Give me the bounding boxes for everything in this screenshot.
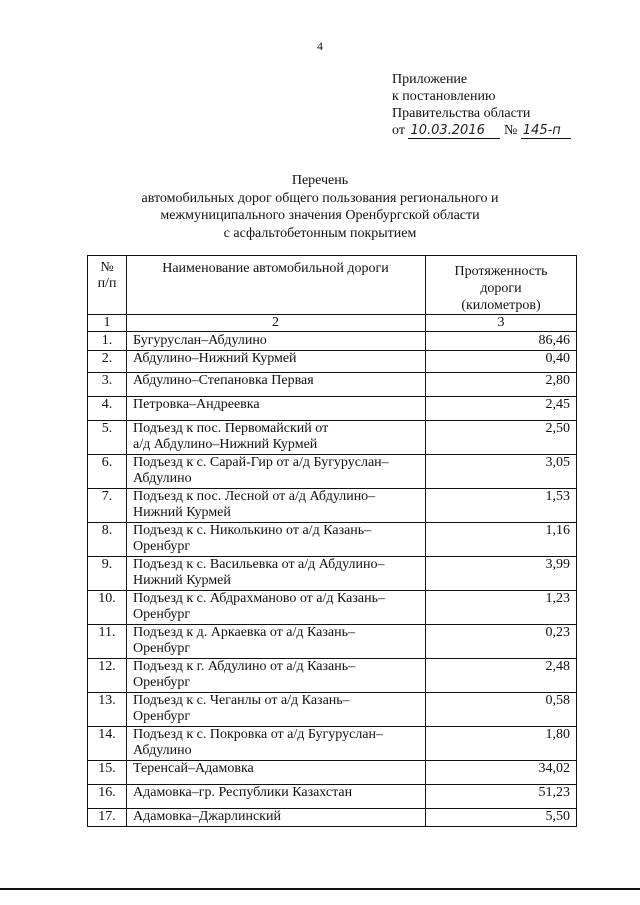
number-sign: № <box>503 123 518 138</box>
road-length: 1,53 <box>545 489 570 504</box>
road-length: 34,02 <box>538 761 570 776</box>
road-name-line-1: Подъезд к с. Покровка от а/д Бугуруслан– <box>133 727 384 742</box>
road-length: 5,50 <box>545 809 570 824</box>
title-line-1: Перечень <box>291 173 349 188</box>
road-name <box>133 727 423 759</box>
row-number: 10. <box>98 591 116 606</box>
road-name-line-2: а/д Абдулино–Нижний Курмей <box>133 437 318 452</box>
header-num-line-2: п/п <box>97 276 117 291</box>
road-name <box>133 489 423 521</box>
row-number: 11. <box>98 625 116 640</box>
road-name-line-1: Подъезд к г. Абдулино от а/д Казань– <box>133 659 356 674</box>
road-name <box>133 523 423 555</box>
roads-table <box>87 255 577 827</box>
row-number: 4. <box>101 397 113 412</box>
row-number: 1. <box>101 333 113 348</box>
row-number: 8. <box>101 523 113 538</box>
row-number: 2. <box>101 351 113 366</box>
road-name-line-2: Оренбург <box>133 675 191 690</box>
road-length: 51,23 <box>538 785 570 800</box>
road-length: 1,80 <box>545 727 570 742</box>
header-num-line-1: № <box>100 260 114 275</box>
column-number: 3 <box>497 315 505 330</box>
road-name <box>133 455 423 487</box>
road-name-line-1: Подъезд к д. Аркаевка от а/д Казань– <box>133 625 355 640</box>
road-name-line-2: Оренбург <box>133 607 191 622</box>
road-length: 0,40 <box>545 351 570 366</box>
page-bottom-rule <box>0 888 640 890</box>
header-length-line-3: (километров) <box>461 298 541 313</box>
row-number: 5. <box>101 421 113 436</box>
road-length: 0,23 <box>545 625 570 640</box>
road-name-line-1: Подъезд к с. Васильевка от а/д Абдулино– <box>133 557 385 572</box>
row-number: 9. <box>101 557 113 572</box>
road-name <box>133 373 423 389</box>
road-name-line-2: Оренбург <box>133 641 191 656</box>
appendix-line-3: Правительства области <box>392 106 531 121</box>
road-length: 2,48 <box>545 659 570 674</box>
header-num <box>88 260 126 292</box>
road-name <box>133 785 423 801</box>
appendix-block <box>392 71 571 139</box>
document-title <box>0 172 640 242</box>
road-length: 3,99 <box>545 557 570 572</box>
road-name-line-1: Адамовка–гр. Республики Казахстан <box>133 785 353 800</box>
header-length-line-2: дороги <box>480 281 522 296</box>
road-name-line-1: Подъезд к пос. Первомайский от <box>133 421 329 436</box>
road-name-line-2: Нижний Курмей <box>133 573 231 588</box>
row-number: 14. <box>98 727 116 742</box>
road-name-line-1: Подъезд к с. Абдрахманово от а/д Казань– <box>133 591 386 606</box>
road-length: 2,45 <box>545 397 570 412</box>
road-name-line-2: Оренбург <box>133 539 191 554</box>
road-length: 0,58 <box>545 693 570 708</box>
header-length <box>425 263 577 314</box>
road-name-line-1: Теренсай–Адамовка <box>133 761 254 776</box>
road-name <box>133 625 423 657</box>
road-name-line-2: Абдулино <box>133 743 192 758</box>
appendix-line-1: Приложение <box>392 72 468 87</box>
road-name-line-1: Петровка–Андреевка <box>133 397 260 412</box>
road-name-line-2: Оренбург <box>133 709 191 724</box>
appendix-date-line <box>392 122 571 139</box>
page-number: 4 <box>317 39 323 53</box>
header-length-line-1: Протяженность <box>454 264 548 279</box>
title-line-3: межмуниципального значения Оренбургской области <box>160 208 480 223</box>
road-name-line-1: Бугуруслан–Абдулино <box>133 333 267 348</box>
road-name-line-1: Подъезд к с. Чеганлы от а/д Казань– <box>133 693 350 708</box>
row-number: 3. <box>101 373 113 388</box>
row-number: 15. <box>98 761 116 776</box>
road-name-line-2: Нижний Курмей <box>133 505 231 520</box>
road-name <box>133 809 423 825</box>
row-number: 6. <box>101 455 113 470</box>
road-name-line-1: Подъезд к с. Сарай-Гир от а/д Бугуруслан– <box>133 455 389 470</box>
row-number: 12. <box>98 659 116 674</box>
row-divider <box>88 331 576 332</box>
road-length: 1,16 <box>545 523 570 538</box>
handwritten-date: 10.03.2016 <box>408 124 500 139</box>
road-name <box>133 591 423 623</box>
road-name <box>133 397 423 413</box>
handwritten-number: 145-п <box>521 124 571 139</box>
row-number: 16. <box>98 785 116 800</box>
road-length: 2,80 <box>545 373 570 388</box>
road-name-line-1: Абдулино–Степановка Первая <box>133 373 314 388</box>
road-name-line-1: Абдулино–Нижний Курмей <box>133 351 297 366</box>
road-length: 86,46 <box>538 333 570 348</box>
road-length: 1,23 <box>545 591 570 606</box>
road-name <box>133 351 423 367</box>
column-divider <box>425 256 426 826</box>
road-length: 3,05 <box>545 455 570 470</box>
header-name: Наименование автомобильной дороги <box>162 261 389 276</box>
road-name <box>133 659 423 691</box>
date-prefix: от <box>392 123 405 138</box>
road-name <box>133 761 423 777</box>
road-name <box>133 333 423 349</box>
column-number: 1 <box>103 315 111 330</box>
appendix-line-2: к постановлению <box>392 89 496 104</box>
road-name-line-1: Адамовка–Джарлинский <box>133 809 281 824</box>
road-name <box>133 421 423 453</box>
road-name <box>133 557 423 589</box>
row-number: 13. <box>98 693 116 708</box>
column-number: 2 <box>272 315 279 330</box>
road-name <box>133 693 423 725</box>
road-name-line-1: Подъезд к пос. Лесной от а/д Абдулино– <box>133 489 376 504</box>
road-name-line-2: Абдулино <box>133 471 192 486</box>
title-line-4: с асфальтобетонным покрытием <box>223 225 417 241</box>
road-length: 2,50 <box>545 421 570 436</box>
title-line-2: автомобильных дорог общего пользования регионального и <box>141 190 499 206</box>
road-name-line-1: Подъезд к с. Николькино от а/д Казань– <box>133 523 372 538</box>
row-number: 17. <box>98 809 116 824</box>
column-divider <box>126 256 127 826</box>
row-number: 7. <box>101 489 113 504</box>
